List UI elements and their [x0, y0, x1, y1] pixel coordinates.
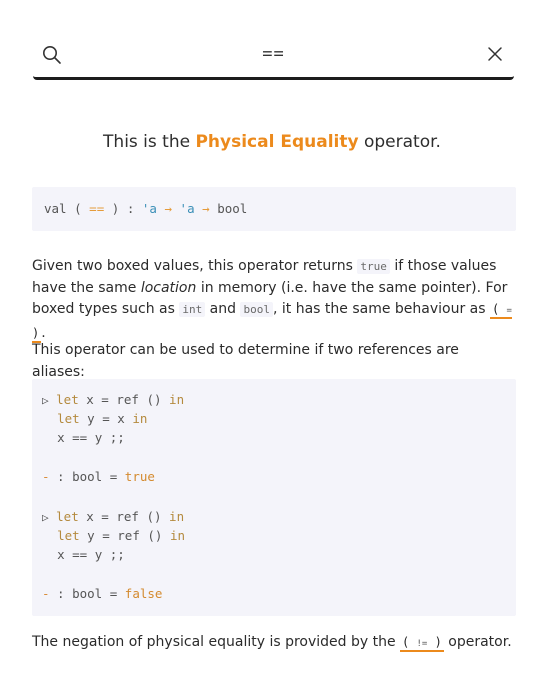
code-line [42, 430, 125, 446]
close-icon[interactable] [487, 46, 503, 62]
link-paren-close: ) [434, 635, 442, 649]
alias-paragraph: This operator can be used to determine if two references are aliases: [32, 342, 459, 380]
title-highlight: Physical Equality [195, 132, 359, 152]
signature-block [32, 187, 516, 231]
keyword: let [56, 392, 79, 407]
code-line [42, 547, 125, 563]
text: Given two boxed values, this operator returns [32, 258, 358, 274]
negation-paragraph [32, 632, 516, 656]
text: , it has the same behaviour as [272, 301, 491, 317]
text: operator. [443, 634, 512, 650]
text: in memory (i.e. have the same pointer). For boxed types such as [32, 279, 508, 317]
code-line [42, 528, 185, 544]
sig-arrow2: → [202, 201, 210, 216]
link-paren-open: ( [402, 635, 410, 649]
play-icon[interactable]: ▷ [42, 394, 49, 407]
emphasis-location: location [140, 279, 197, 296]
sig-return-type: bool [217, 201, 248, 216]
code-text: y = x [79, 411, 133, 426]
sig-colon: : [126, 201, 135, 216]
code-line [42, 411, 147, 427]
output-type: : bool = [49, 469, 125, 484]
keyword: in [169, 528, 186, 543]
search-bar[interactable] [33, 30, 514, 80]
code-output [42, 586, 162, 602]
physical-inequality-link[interactable] [400, 635, 444, 652]
code-output [42, 469, 155, 485]
link-paren-open: ( [492, 302, 500, 316]
keyword: let [57, 528, 80, 543]
output-dash: - [42, 469, 50, 484]
code-text: y = ref () [79, 528, 170, 543]
code-line [42, 509, 184, 526]
sig-type-a2: 'a [179, 201, 195, 216]
output-type: : bool = [49, 586, 125, 601]
sig-open: ( [74, 201, 82, 216]
link-op: != [416, 639, 428, 649]
link-op: = [506, 306, 512, 316]
text: . [41, 324, 46, 341]
keyword: let [57, 411, 80, 426]
output-value: true [124, 469, 155, 484]
keyword: in [169, 392, 185, 407]
search-input[interactable]: == [262, 44, 285, 64]
sig-close: ) [111, 201, 120, 216]
play-icon[interactable]: ▷ [42, 511, 49, 524]
example-code-block [32, 379, 516, 616]
code-true: true [357, 259, 390, 274]
title-suffix: operator. [358, 132, 441, 152]
code-bool: bool [240, 302, 273, 317]
page-title [0, 132, 544, 152]
output-value: false [124, 586, 163, 601]
keyword: let [56, 509, 79, 524]
description-paragraph [32, 256, 516, 344]
title-prefix: This is the [103, 132, 196, 152]
code-text: x = ref () [78, 392, 170, 407]
sig-val: val [44, 201, 67, 216]
code-line [42, 392, 184, 409]
text: and [205, 301, 241, 317]
code-text: x == y ;; [57, 547, 125, 562]
sig-type-a1: 'a [141, 201, 157, 216]
code-int: int [179, 302, 205, 317]
keyword: in [132, 411, 148, 426]
sig-arrow1: → [164, 201, 173, 216]
keyword: in [169, 509, 185, 524]
sig-op: == [89, 201, 105, 216]
text: if those values have the same [32, 258, 497, 296]
code-text: x == y ;; [57, 430, 125, 445]
code-text: x = ref () [78, 509, 170, 524]
output-dash: - [42, 586, 50, 601]
text: The negation of physical equality is provided by the [32, 634, 401, 650]
link-paren-close: ) [32, 325, 40, 340]
